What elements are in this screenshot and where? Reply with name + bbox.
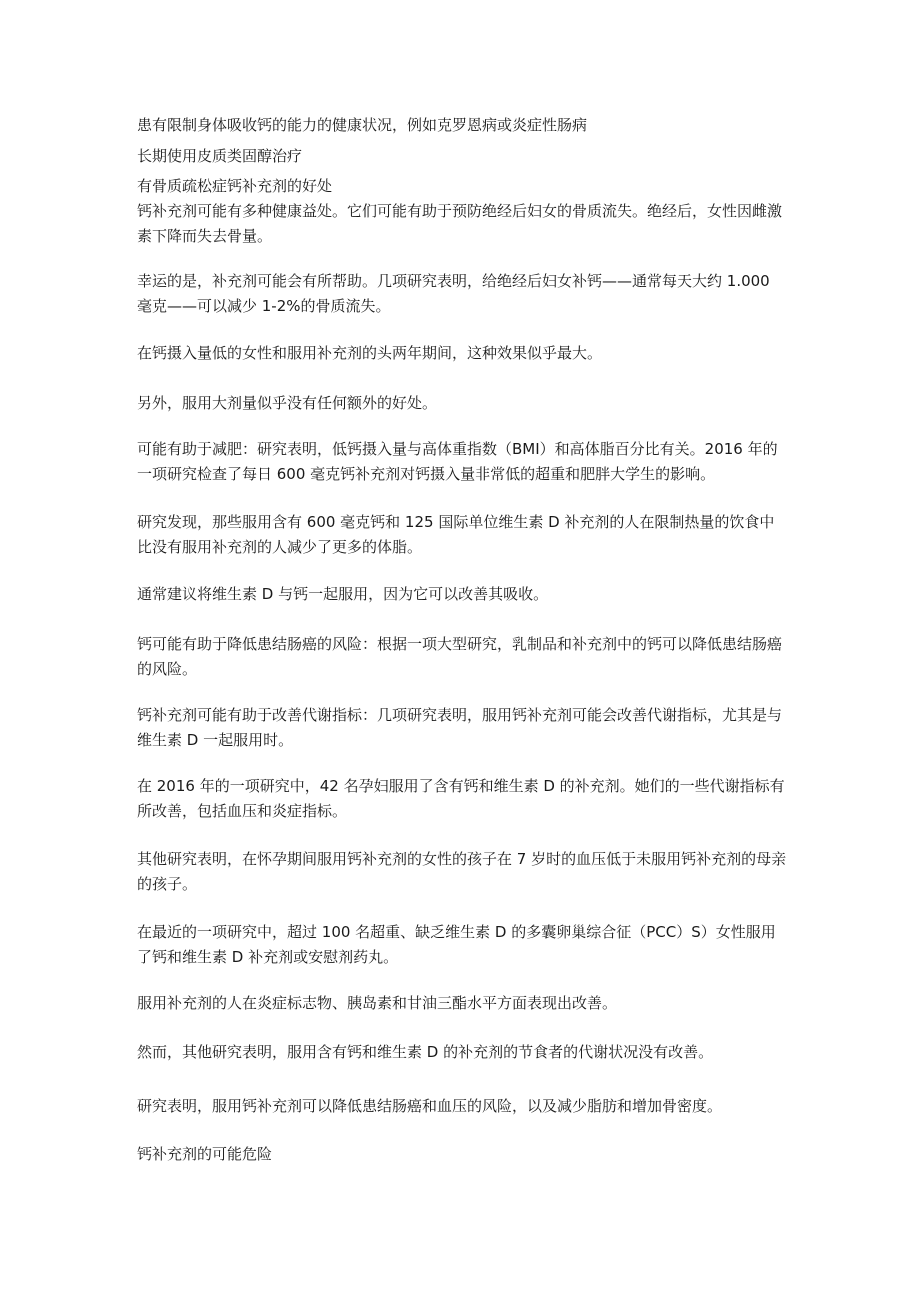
paragraph-large-dose: 另外，服用大剂量似乎没有任何额外的好处。 bbox=[137, 394, 438, 412]
section-heading-benefits: 有骨质疏松症钙补充剂的好处 bbox=[137, 177, 333, 195]
paragraph-children-bp: 其他研究表明，在怀孕期间服用钙补充剂的女性的孩子在 7 岁时的血压低于未服用钙补充剂的母亲的孩子。 bbox=[137, 850, 787, 893]
paragraph-pcos: 在最近的一项研究中，超过 100 名超重、缺乏维生素 D 的多囊卵巢综合征（PCC）S）女性服用了钙和维生素 D 补充剂或安慰剂药丸。 bbox=[137, 923, 776, 966]
paragraph-dieters: 然而，其他研究表明，服用含有钙和维生素 D 的补充剂的节食者的代谢状况没有改善。 bbox=[137, 1043, 714, 1061]
paragraph-metabolic: 钙补充剂可能有助于改善代谢指标：几项研究表明，服用钙补充剂可能会改善代谢指标，尤其是与维生素 D 一起服用时。 bbox=[137, 706, 783, 749]
paragraph-pregnant-study: 在 2016 年的一项研究中，42 名孕妇服用了含有钙和维生素 D 的补充剂。她们的一些代谢指标有所改善，包括血压和炎症指标。 bbox=[137, 777, 785, 820]
paragraph-summary: 研究表明，服用钙补充剂可以降低患结肠癌和血压的风险，以及减少脂肪和增加骨密度。 bbox=[137, 1097, 723, 1115]
paragraph-benefits-intro: 钙补充剂可能有多种健康益处。它们可能有助于预防绝经后妇女的骨质流失。绝经后，女性因雌激素下降而失去骨量。 bbox=[137, 202, 783, 245]
paragraph-effect-greatest: 在钙摄入量低的女性和服用补充剂的头两年期间，这种效果似乎最大。 bbox=[137, 344, 603, 362]
paragraph-vitamin-d: 通常建议将维生素 D 与钙一起服用，因为它可以改善其吸收。 bbox=[137, 585, 549, 603]
list-item-condition: 患有限制身体吸收钙的能力的健康状况，例如克罗恩病或炎症性肠病 bbox=[137, 116, 588, 134]
paragraph-body-fat: 研究发现，那些服用含有 600 毫克钙和 125 国际单位维生素 D 补充剂的人在限制热量的饮食中比没有服用补充剂的人减少了更多的体脂。 bbox=[137, 513, 775, 556]
list-item-corticosteroid: 长期使用皮质类固醇治疗 bbox=[137, 147, 303, 165]
paragraph-weight-loss: 可能有助于减肥：研究表明，低钙摄入量与高体重指数（BMI）和高体脂百分比有关。2016 年的一项研究检查了每日 600 毫克钙补充剂对钙摄入量非常低的超重和肥胖大学生的影响。 bbox=[137, 440, 778, 483]
paragraph-bone-loss: 幸运的是，补充剂可能会有所帮助。几项研究表明，给绝经后妇女补钙——通常每天大约 1.000 毫克——可以减少 1-2%的骨质流失。 bbox=[137, 272, 770, 315]
paragraph-colon-cancer: 钙可能有助于降低患结肠癌的风险：根据一项大型研究，乳制品和补充剂中的钙可以降低患结肠癌的风险。 bbox=[137, 635, 783, 678]
paragraph-improvement: 服用补充剂的人在炎症标志物、胰岛素和甘油三酯水平方面表现出改善。 bbox=[137, 994, 618, 1012]
section-heading-risks: 钙补充剂的可能危险 bbox=[137, 1145, 273, 1163]
